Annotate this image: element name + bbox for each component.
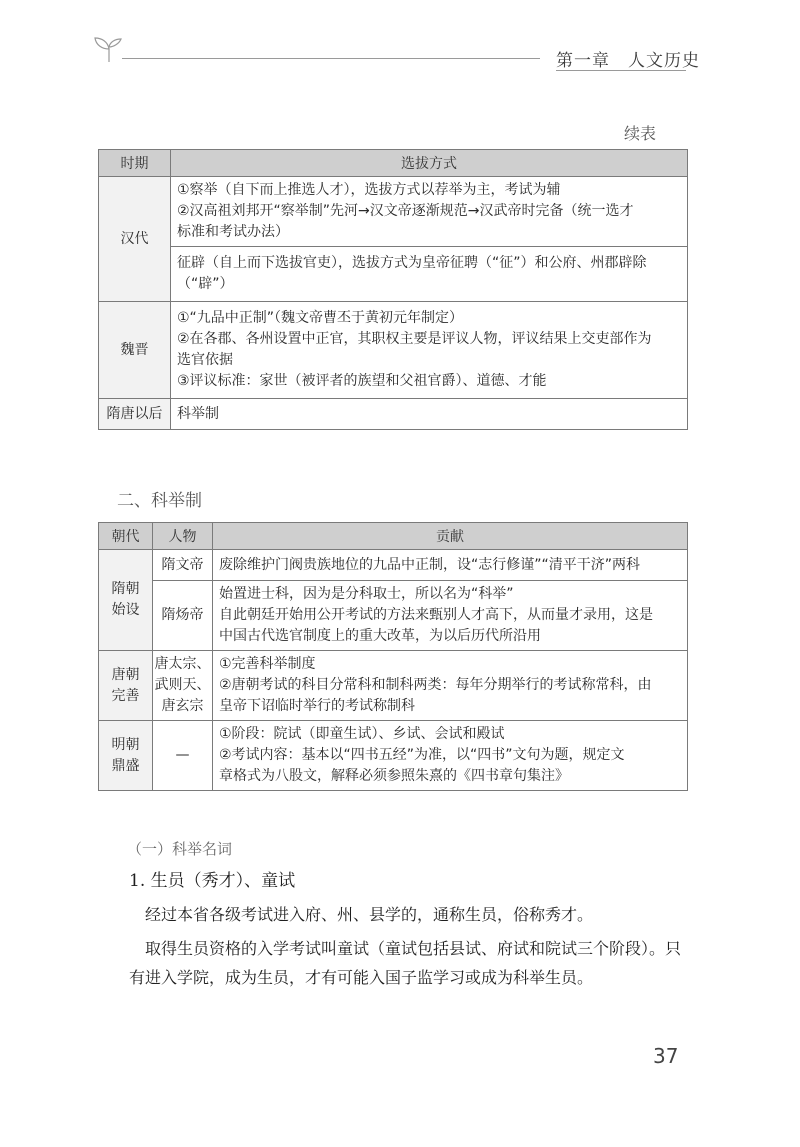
column-header-method: 选拔方式 — [171, 150, 688, 177]
text-line: 征辟（自上而下选拔官吏），选拔方式为皇帝征聘（“征”）和公府、州郡辟除 — [177, 255, 647, 271]
table-header-row — [99, 150, 688, 177]
text-line: ①“九品中正制”（魏文帝曹丕于黄初元年制定） — [177, 310, 464, 326]
text-line: 唐朝 — [111, 666, 140, 683]
text-line: 唐玄宗 — [161, 698, 204, 714]
header-underline — [556, 70, 686, 71]
text-line: 标准和考试办法） — [177, 224, 289, 240]
contribution-cell — [213, 721, 688, 791]
text-line: 章格式为八股文，解释必须参照朱熹的《四书章句集注》 — [219, 768, 569, 784]
dynasty-ming — [99, 721, 153, 791]
text-line: ②唐朝考试的科目分常科和制科两类：每年分期举行的考试称常科，由 — [219, 677, 652, 693]
selection-methods-table — [98, 149, 688, 430]
dynasty-sui — [99, 550, 153, 651]
text-line: （“辟”） — [177, 276, 234, 292]
text-line: ①完善科举制度 — [219, 656, 316, 672]
text-line: 自此朝廷开始用公开考试的方法来甄别人才高下，从而量才录用，这是 — [219, 607, 653, 623]
person-ming: — — [153, 721, 213, 791]
period-suitang: 隋唐以后 — [99, 399, 171, 430]
dynasty-tang — [99, 651, 153, 721]
table-row — [99, 651, 688, 721]
person-sui-yangdi: 隋炀帝 — [153, 581, 213, 651]
table-row — [99, 399, 688, 430]
text-line: 鼎盛 — [111, 757, 140, 774]
table-row — [99, 550, 688, 581]
text-line: 始置进士科，因为是分科取士，所以名为“科举” — [219, 586, 514, 602]
keju-table — [98, 522, 688, 791]
paragraph: 取得生员资格的入学考试叫童试（童试包括县试、府试和院试三个阶段）。只有进入学院，成为生员，才有可能入国子监学习或成为科举生员。 — [129, 939, 682, 987]
period-weijin: 魏晋 — [99, 302, 171, 399]
weijin-cell — [171, 302, 688, 399]
text-line: ①察举（自下而上推选人才），选拔方式以荐举为主，考试为辅 — [177, 182, 561, 198]
text-line: ②汉高祖刘邦开“察举制”先河→汉文帝逐渐规范→汉武帝时完备（统一选才 — [177, 203, 634, 219]
text-line: 完善 — [111, 687, 140, 704]
text-line: 武则天、 — [154, 677, 211, 693]
contribution-cell — [213, 581, 688, 651]
table-row — [99, 581, 688, 651]
contribution-cell: 废除维护门阀贵族地位的九品中正制，设“志行修谨”“清平干济”两科 — [213, 550, 688, 581]
table-row — [99, 302, 688, 399]
text-line: 选官依据 — [177, 352, 233, 368]
header-rule — [122, 58, 540, 59]
text-line: 明朝 — [111, 736, 140, 753]
column-header-contribution: 贡献 — [213, 523, 688, 550]
person-sui-wendi: 隋文帝 — [153, 550, 213, 581]
contribution-cell — [213, 651, 688, 721]
text-line: 唐太宗、 — [154, 656, 211, 672]
table-row — [99, 721, 688, 791]
chapter-title: 第一章 人文历史 — [556, 51, 700, 71]
subsection-title: （一）科举名词 — [127, 840, 233, 858]
sprout-icon — [92, 34, 126, 64]
text-line: 始设 — [111, 602, 140, 618]
text-line: ③评议标准：家世（被评者的族望和父祖官爵）、道德、才能 — [177, 373, 547, 389]
text-line: 中国古代选官制度上的重大改革，为以后历代所沿用 — [219, 628, 541, 644]
term-title: 1. 生员（秀才）、童试 — [129, 871, 296, 891]
page-number: 37 — [653, 1044, 679, 1068]
han-zhengbi-cell — [171, 247, 688, 302]
column-header-period: 时期 — [99, 150, 171, 177]
han-chaju-cell — [171, 177, 688, 247]
column-header-person: 人物 — [153, 523, 213, 550]
section-title: 二、科举制 — [117, 491, 202, 511]
text-line: ①阶段：院试（即童生试）、乡试、会试和殿试 — [219, 726, 505, 742]
text-line: 隋朝 — [111, 581, 140, 597]
text-line: ②在各郡、各州设置中正官，其职权主要是评议人物，评议结果上交吏部作为 — [177, 331, 652, 347]
continued-label: 续表 — [624, 124, 657, 143]
table-row — [99, 247, 688, 302]
table-row — [99, 177, 688, 247]
suitang-cell: 科举制 — [171, 399, 688, 430]
period-han: 汉代 — [99, 177, 171, 302]
paragraph: 经过本省各级考试进入府、州、县学的，通称生员，俗称秀才。 — [145, 905, 594, 924]
column-header-dynasty: 朝代 — [99, 523, 153, 550]
table-header-row — [99, 523, 688, 550]
text-line: 皇帝下诏临时举行的考试称制科 — [219, 698, 415, 714]
person-tang — [153, 651, 213, 721]
text-line: ②考试内容：基本以“四书五经”为准，以“四书”文句为题，规定文 — [219, 747, 625, 763]
